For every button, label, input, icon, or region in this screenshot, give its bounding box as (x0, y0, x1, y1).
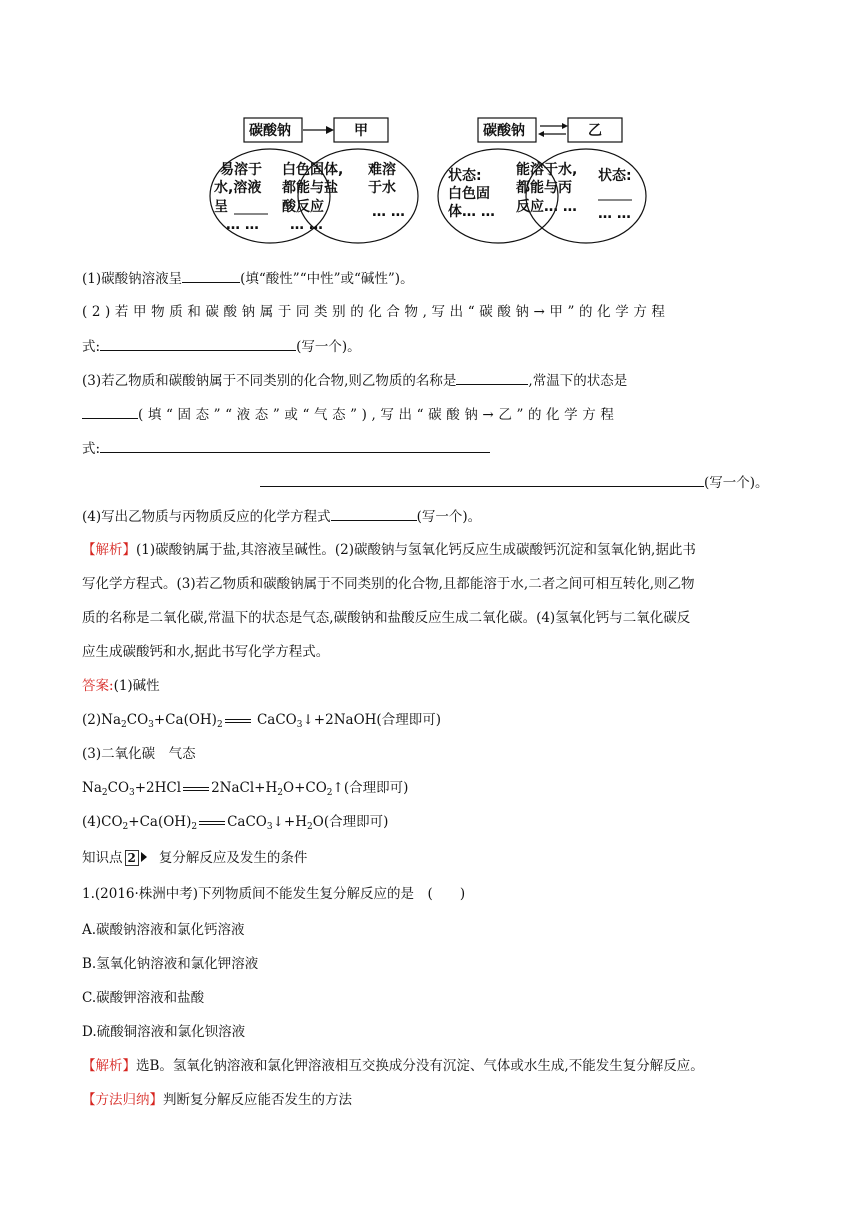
analysis-line3 (82, 608, 690, 628)
left-b-line1: 难溶 (368, 162, 396, 178)
q3-blank-state[interactable] (82, 404, 138, 419)
option-a[interactable] (82, 920, 245, 940)
q4-text-a: (4)写出乙物质与丙物质反应的化学方程式 (82, 509, 331, 525)
box-yi-label: 乙 (588, 123, 602, 139)
answer-2-prefix: (2) (82, 712, 102, 728)
problem-1-analysis-text: 选B。氢氧化钠溶液和氯化钾溶液相互交换成分没有沉淀、气体或水生成,不能发生复分解反应。 (136, 1058, 704, 1074)
analysis-text-3: 质的名称是二氧化碳,常温下的状态是气态,碳酸钠和盐酸反应生成二氧化碳。(4)氢氧化钙与二氧化碳反 (82, 610, 691, 626)
equals-sign (225, 719, 251, 723)
q2-blank[interactable] (100, 336, 296, 351)
overlap-left-line3: 酸反应 (282, 199, 324, 215)
overlap-right-line2: 都能与丙 (516, 180, 572, 196)
answer-line5: $(4)CO_2+Ca(OH)_2$ $CaCO_3↓+H_2O$(合理即可) (82, 814, 389, 832)
left-a-line3: 呈 (214, 199, 228, 215)
method-tag: 【方法归纳】 (82, 1092, 163, 1108)
option-b-text: B.氢氧化钠溶液和氯化钾溶液 (82, 956, 259, 972)
arrow-back-icon (538, 131, 544, 137)
q3-text-c: (填“固态”“液态”或“气态”),写出“碳酸钠→乙”的化学方程 (138, 407, 619, 423)
left-a-line4: … … (226, 217, 259, 233)
question-2-line1 (82, 302, 670, 322)
question-3-line1 (82, 370, 627, 391)
method-summary (82, 1090, 352, 1110)
q4-blank[interactable] (331, 506, 417, 521)
answer-1: (1)碱性 (113, 678, 160, 694)
left-b-line3: … … (372, 204, 405, 220)
arrow-forward-icon (562, 123, 568, 129)
q3-blank-equation-a[interactable] (100, 438, 490, 453)
answer-3: (3)二氧化碳 气态 (82, 746, 196, 762)
answer-3-note: (合理即可) (343, 780, 409, 796)
option-d-text: D.硫酸铜溶液和氯化钡溶液 (82, 1024, 246, 1040)
analysis-line4 (82, 642, 329, 662)
q1-text-b: (填“酸性”“中性”或“碱性”)。 (240, 271, 414, 287)
left-a-line2: 水,溶液 (214, 180, 262, 196)
box-sodium-carbonate-right-label: 碳酸钠 (483, 123, 525, 139)
venn-diagram (200, 112, 660, 247)
problem-1-analysis-tag: 【解析】 (82, 1058, 136, 1074)
answer-line4: $Na_2CO_3+2HCl$ $2NaCl+H_2O+CO_2↑$(合理即可) (82, 780, 409, 798)
q3-text-b: ,常温下的状态是 (528, 373, 628, 389)
answer-line2: $(2)Na_2CO_3+Ca(OH)_2$ CaCO$_3$↓+2NaOH(合理即可) (82, 712, 441, 730)
knowledge-title: 复分解反应及发生的条件 (158, 850, 308, 866)
left-b-line2: 于水 (368, 180, 396, 196)
option-b[interactable] (82, 954, 258, 974)
option-a-text: A.碳酸钠溶液和氯化钙溶液 (82, 922, 245, 938)
q2-text-b: 式: (82, 339, 101, 355)
knowledge-number-badge: 2 (125, 850, 139, 866)
right-a-line2: 白色固 (448, 186, 490, 202)
answer-tag: 答案: (82, 678, 114, 694)
arrow-head-icon (326, 126, 334, 134)
option-c-text: C.碳酸钾溶液和盐酸 (82, 990, 205, 1006)
answer-4-note: (合理即可) (323, 814, 389, 830)
question-1 (82, 268, 414, 289)
answer-2-note: (合理即可) (376, 712, 441, 728)
triangle-right-icon (141, 852, 147, 862)
q3-blank-name[interactable] (456, 370, 528, 385)
q3-text-d: 式: (82, 441, 101, 457)
analysis-text-4: 应生成碳酸钙和水,据此书写化学方程式。 (82, 644, 330, 660)
analysis-text-1: (1)碳酸钠属于盐,其溶液呈碱性。(2)碳酸钠与氢氧化钙反应生成碳酸钙沉淀和氢氧化钠,据此书 (136, 542, 696, 558)
question-3-line3 (82, 438, 490, 459)
analysis-line1 (82, 540, 696, 560)
right-a-line3: 体… … (448, 204, 495, 220)
overlap-right-line3: 反应… … (516, 199, 577, 215)
analysis-tag: 【解析】 (82, 542, 136, 558)
left-a-line1: 易溶于 (220, 162, 262, 178)
analysis-text-2: 写化学方程式。(3)若乙物质和碳酸钠属于不同类别的化合物,且都能溶于水,二者之间可相互转化,则乙物 (82, 576, 695, 592)
box-jia-label: 甲 (354, 123, 368, 139)
q4-text-b: (写一个)。 (416, 509, 482, 525)
question-2-line2 (82, 336, 361, 357)
q2-text-c: (写一个)。 (296, 339, 361, 355)
overlap-left-line2: 都能与盐 (282, 180, 338, 196)
q3-text-a: (3)若乙物质和碳酸钠属于不同类别的化合物,则乙物质的名称是 (82, 373, 457, 389)
equals-sign (199, 821, 225, 825)
overlap-left-line4: … … (290, 217, 323, 233)
q1-text-a: (1)碳酸钠溶液呈 (82, 271, 183, 287)
q3-blank-equation-b[interactable] (260, 472, 704, 487)
right-b-line2: … … (598, 206, 631, 222)
venn-diagram-svg (200, 112, 660, 247)
problem-1-stem-text: 1.(2016·株洲中考)下列物质间不能发生复分解反应的是 ( ) (82, 886, 466, 902)
option-c[interactable] (82, 988, 204, 1008)
q3-text-e: (写一个)。 (704, 475, 769, 491)
question-3-line4 (260, 472, 769, 493)
q2-text-a: (2)若甲物质和碳酸钠属于同类别的化合物,写出“碳酸钠→甲”的化学方程 (82, 304, 670, 320)
knowledge-point-heading (82, 848, 307, 868)
analysis-line2 (82, 574, 695, 594)
right-a-line1: 状态: (448, 168, 482, 184)
problem-1-stem (82, 884, 465, 904)
right-b-line1: 状态: (598, 168, 632, 184)
question-4 (82, 506, 481, 527)
answer-line1 (82, 676, 160, 696)
equals-sign (183, 787, 209, 791)
answer-4-prefix: (4) (82, 814, 102, 830)
box-sodium-carbonate-left-label: 碳酸钠 (249, 123, 291, 139)
answer-line3 (82, 744, 196, 764)
method-text: 判断复分解反应能否发生的方法 (163, 1092, 352, 1108)
overlap-right-line1: 能溶于水, (516, 162, 578, 178)
option-d[interactable] (82, 1022, 245, 1042)
question-3-line2 (82, 404, 618, 425)
knowledge-label: 知识点 (82, 850, 123, 866)
problem-1-analysis (82, 1056, 704, 1076)
overlap-left-line1: 白色固体, (282, 162, 344, 178)
q1-blank[interactable] (182, 268, 240, 283)
